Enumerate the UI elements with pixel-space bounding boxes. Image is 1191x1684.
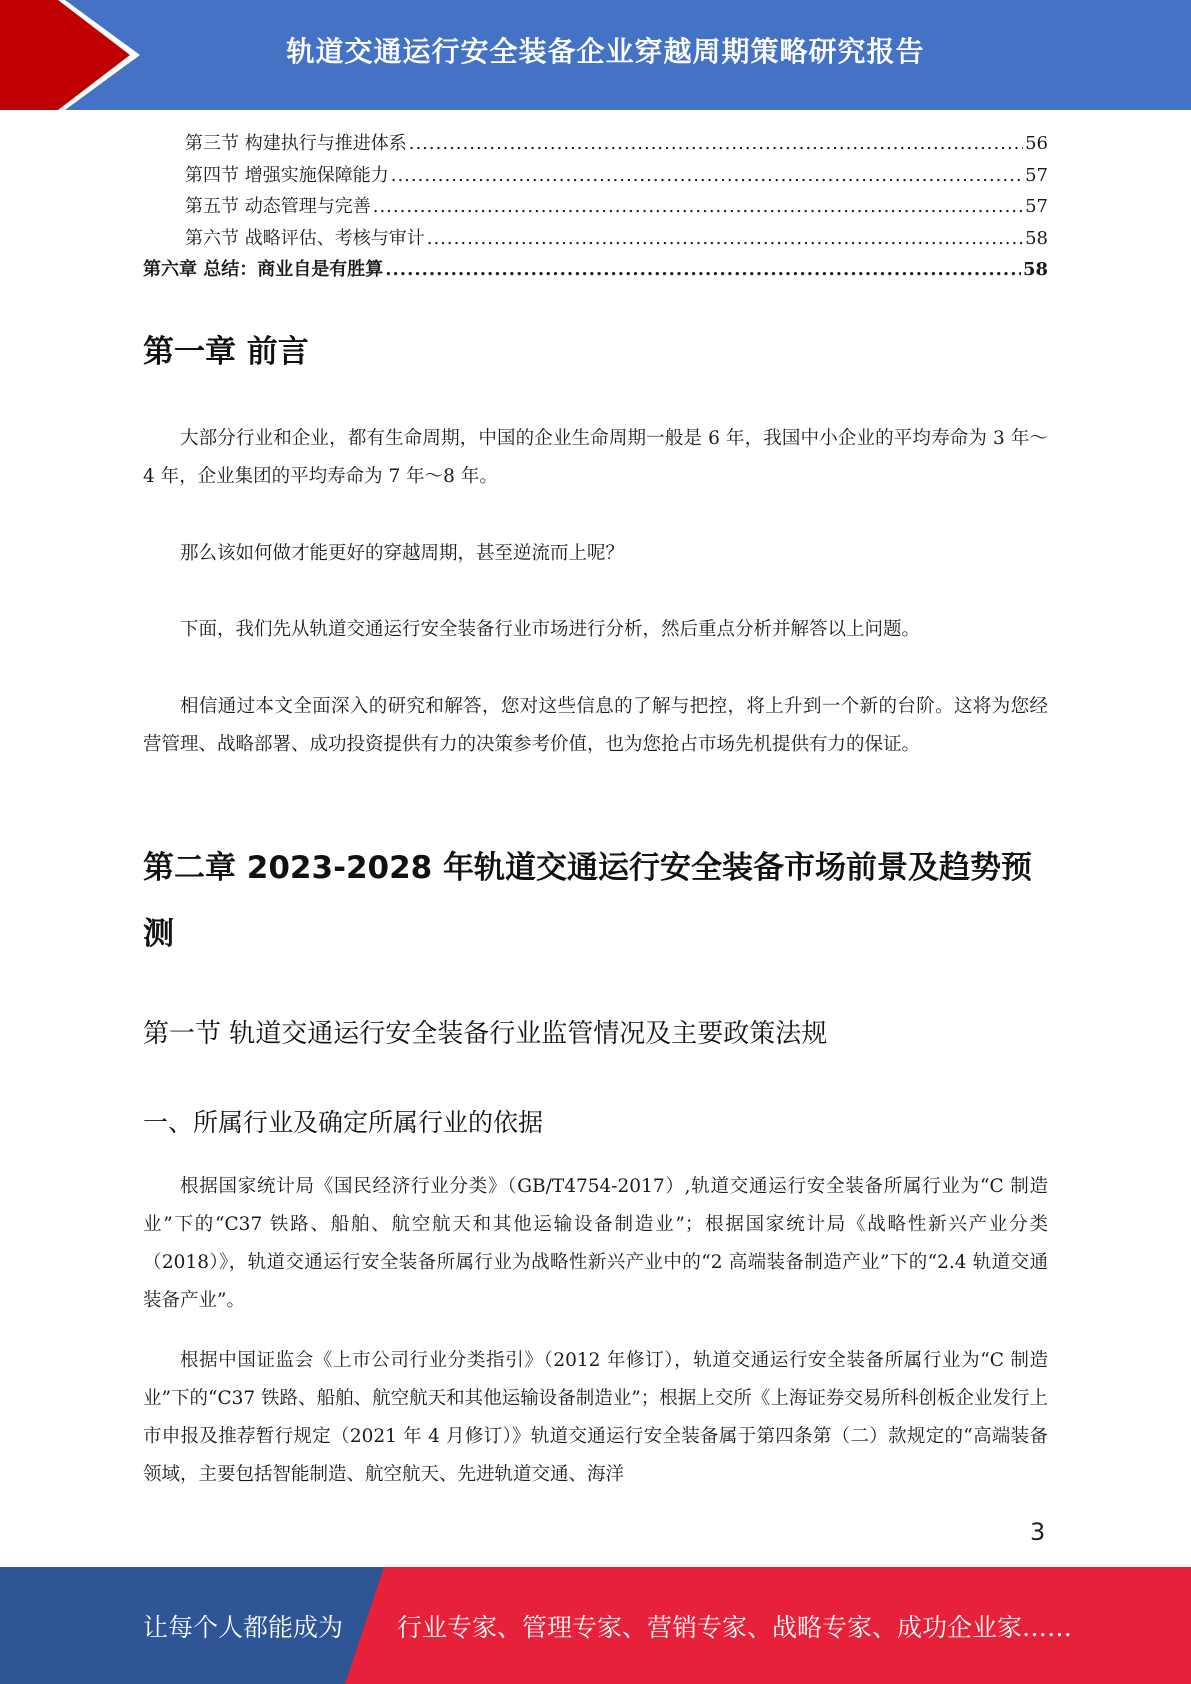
chapter-2-heading-line-1: 第二章 2023-2028 年轨道交通运行安全装备市场前景及趋势预 [143, 850, 1033, 886]
table-of-contents [143, 128, 1048, 286]
paragraph: 根据中国证监会《上市公司行业分类指引》（2012 年修订），轨道交通运行安全装备所属行业为“C 制造业”下的“C37 铁路、船舶、航空航天和其他运输设备制造业”；根据上交所《上海证券交易所科创板企业发行上市申报及推荐暂行规定（2021 年 4 月修订）》轨道交通运行安全装备属于第四条第（二）款规定的“高端装备领域，主要包括智能制造、航空航天、先进轨道交通、海洋 [143, 1350, 1048, 1485]
toc-leader-dots [391, 160, 1023, 192]
toc-item[interactable] [143, 128, 1048, 160]
section-heading: 第一节 轨道交通运行安全装备行业监管情况及主要政策法规 [143, 1019, 828, 1049]
toc-item[interactable] [143, 223, 1048, 255]
toc-item-title: 第六章 总结：商业自是有胜算 [143, 259, 384, 280]
paragraph: 那么该如何做才能更好的穿越周期，甚至逆流而上呢？ [180, 543, 625, 564]
toc-item-title: 第三节 构建执行与推进体系 [185, 133, 407, 154]
toc-item-page: 57 [1025, 196, 1048, 217]
paragraph: 大部分行业和企业，都有生命周期，中国的企业生命周期一般是 6 年，我国中小企业的平均寿命为 3 年～4 年，企业集团的平均寿命为 7 年～8 年。 [143, 428, 1048, 487]
toc-chapter-item[interactable] [143, 254, 1048, 286]
toc-leader-dots [427, 223, 1023, 255]
toc-leader-dots [373, 191, 1023, 223]
subsection-heading: 一、所属行业及确定所属行业的依据 [143, 1108, 544, 1137]
footer-slogan-left: 让每个人都能成为 [143, 1612, 344, 1642]
paragraph: 相信通过本文全面深入的研究和解答，您对这些信息的了解与把控，将上升到一个新的台阶。这将为您经营管理、战略部署、成功投资提供有力的决策参考价值，也为您抢占市场先机提供有力的保证。 [143, 696, 1048, 755]
toc-item-page: 57 [1025, 164, 1048, 186]
toc-item[interactable] [143, 160, 1048, 192]
paragraph: 下面，我们先从轨道交通运行安全装备行业市场进行分析，然后重点分析并解答以上问题。 [180, 619, 921, 640]
toc-item-page: 58 [1022, 259, 1048, 280]
toc-item[interactable] [143, 191, 1048, 223]
chapter-1-heading: 第一章 前言 [143, 334, 309, 370]
toc-item-title: 第五节 动态管理与完善 [185, 196, 371, 217]
report-title: 轨道交通运行安全装备企业穿越周期策略研究报告 [286, 35, 925, 68]
toc-leader-dots [409, 128, 1023, 160]
page-footer [0, 1567, 1191, 1684]
paragraph: 根据国家统计局《国民经济行业分类》（GB/T4754-2017）,轨道交通运行安全装备所属行业为“C 制造业”下的“C37 铁路、船舶、航空航天和其他运输设备制造业”；根据国家统计局《战略性新兴产业分类（2018）》，轨道交通运行安全装备所属行业为战略性新兴产业中的“2 高端装备制造产业”下的“2.4 轨道交通装备产业”。 [143, 1176, 1048, 1311]
toc-leader-dots [385, 254, 1021, 286]
page-header [0, 0, 1191, 110]
toc-item-page: 56 [1025, 133, 1048, 154]
toc-item-page: 58 [1025, 227, 1048, 249]
footer-slogan-right: 行业专家、管理专家、营销专家、战略专家、成功企业家…… [397, 1612, 1073, 1642]
toc-item-title: 第六节 战略评估、考核与审计 [185, 227, 425, 249]
page-number: 3 [1030, 1518, 1046, 1546]
toc-item-title: 第四节 增强实施保障能力 [185, 164, 389, 186]
chapter-2-heading-line-2: 测 [143, 916, 174, 952]
